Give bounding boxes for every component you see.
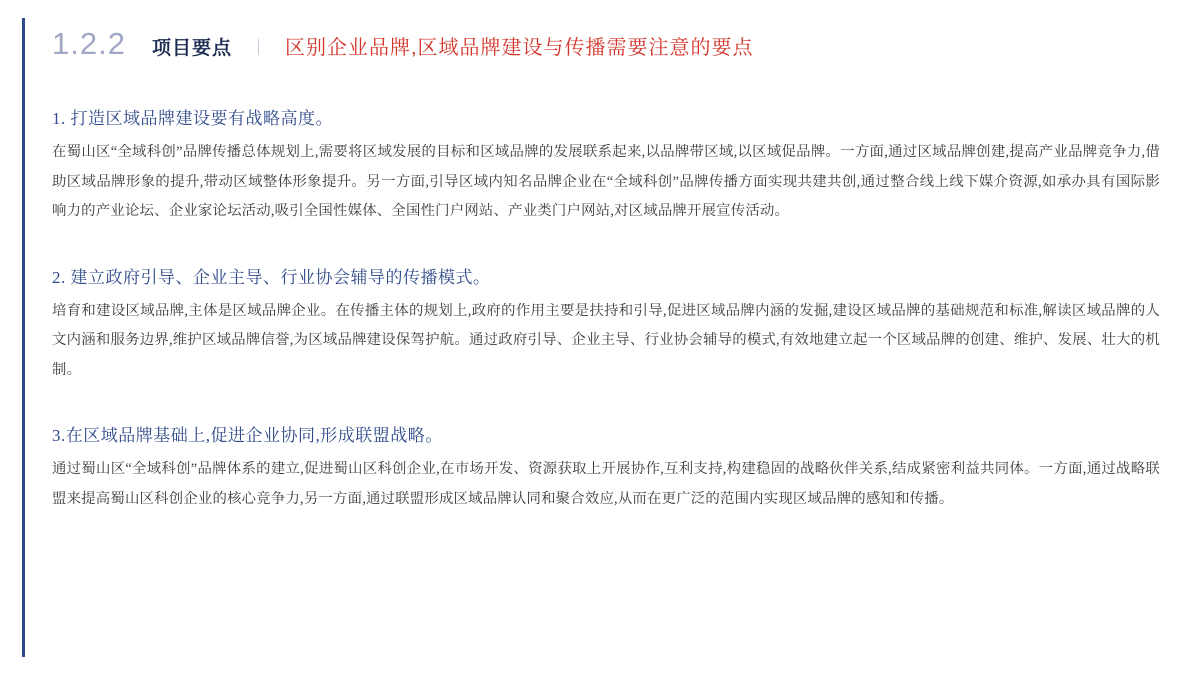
section-header xyxy=(52,26,1160,62)
section-title: 区别企业品牌,区域品牌建设与传播需要注意的要点 xyxy=(284,37,754,59)
section-paragraph: 通过蜀山区“全域科创”品牌体系的建立,促进蜀山区科创企业,在市场开发、资源获取上开展协作,互利支持,构建稳固的战略伙伴关系,结成紧密利益共同体。一方面,通过战略联盟来提高蜀山区科创企业的核心竞争力,另一方面,通过联盟形成区域品牌认同和聚合效应,从而在更广泛的范围内实现区域品牌的感知和传播。 xyxy=(52,461,1160,507)
page-content xyxy=(52,26,1160,514)
header-divider-icon xyxy=(258,39,259,55)
section-list xyxy=(52,104,1160,514)
section-heading: 1. 打造区域品牌建设要有战略高度。 xyxy=(52,109,333,128)
section-label: 项目要点 xyxy=(151,38,232,59)
left-accent-rule xyxy=(22,18,25,657)
section-heading: 2. 建立政府引导、企业主导、行业协会辅导的传播模式。 xyxy=(52,267,491,287)
section-paragraph: 培育和建设区域品牌,主体是区域品牌企业。在传播主体的规划上,政府的作用主要是扶持和引导,促进区域品牌内涵的发掘,建设区域品牌的基础规范和标准,解读区域品牌的人文内涵和服务边界,维护区域品牌信誉,为区域品牌建设保驾护航。通过政府引导、企业主导、行业协会辅导的模式,有效地建立起一个区域品牌的创建、维护、发展、壮大的机制。 xyxy=(52,302,1160,378)
content-section xyxy=(52,104,1160,227)
section-number: 1.2.2 xyxy=(52,26,126,61)
section-heading: 3.在区域品牌基础上,促进企业协同,形成联盟战略。 xyxy=(52,426,443,446)
section-paragraph: 在蜀山区“全域科创”品牌传播总体规划上,需要将区域发展的目标和区域品牌的发展联系起来,以品牌带区域,以区域促品牌。一方面,通过区域品牌创建,提高产业品牌竞争力,借助区域品牌形象的提升,带动区域整体形象提升。另一方面,引导区域内知名品牌企业在“全域科创”品牌传播方面实现共建共创,通过整合线上线下媒介资源,如承办具有国际影响力的产业论坛、企业家论坛活动,吸引全国性媒体、全国性门户网站、产业类门户网站,对区域品牌开展宣传活动。 xyxy=(52,144,1160,220)
content-section xyxy=(52,421,1160,514)
content-section xyxy=(52,263,1160,386)
